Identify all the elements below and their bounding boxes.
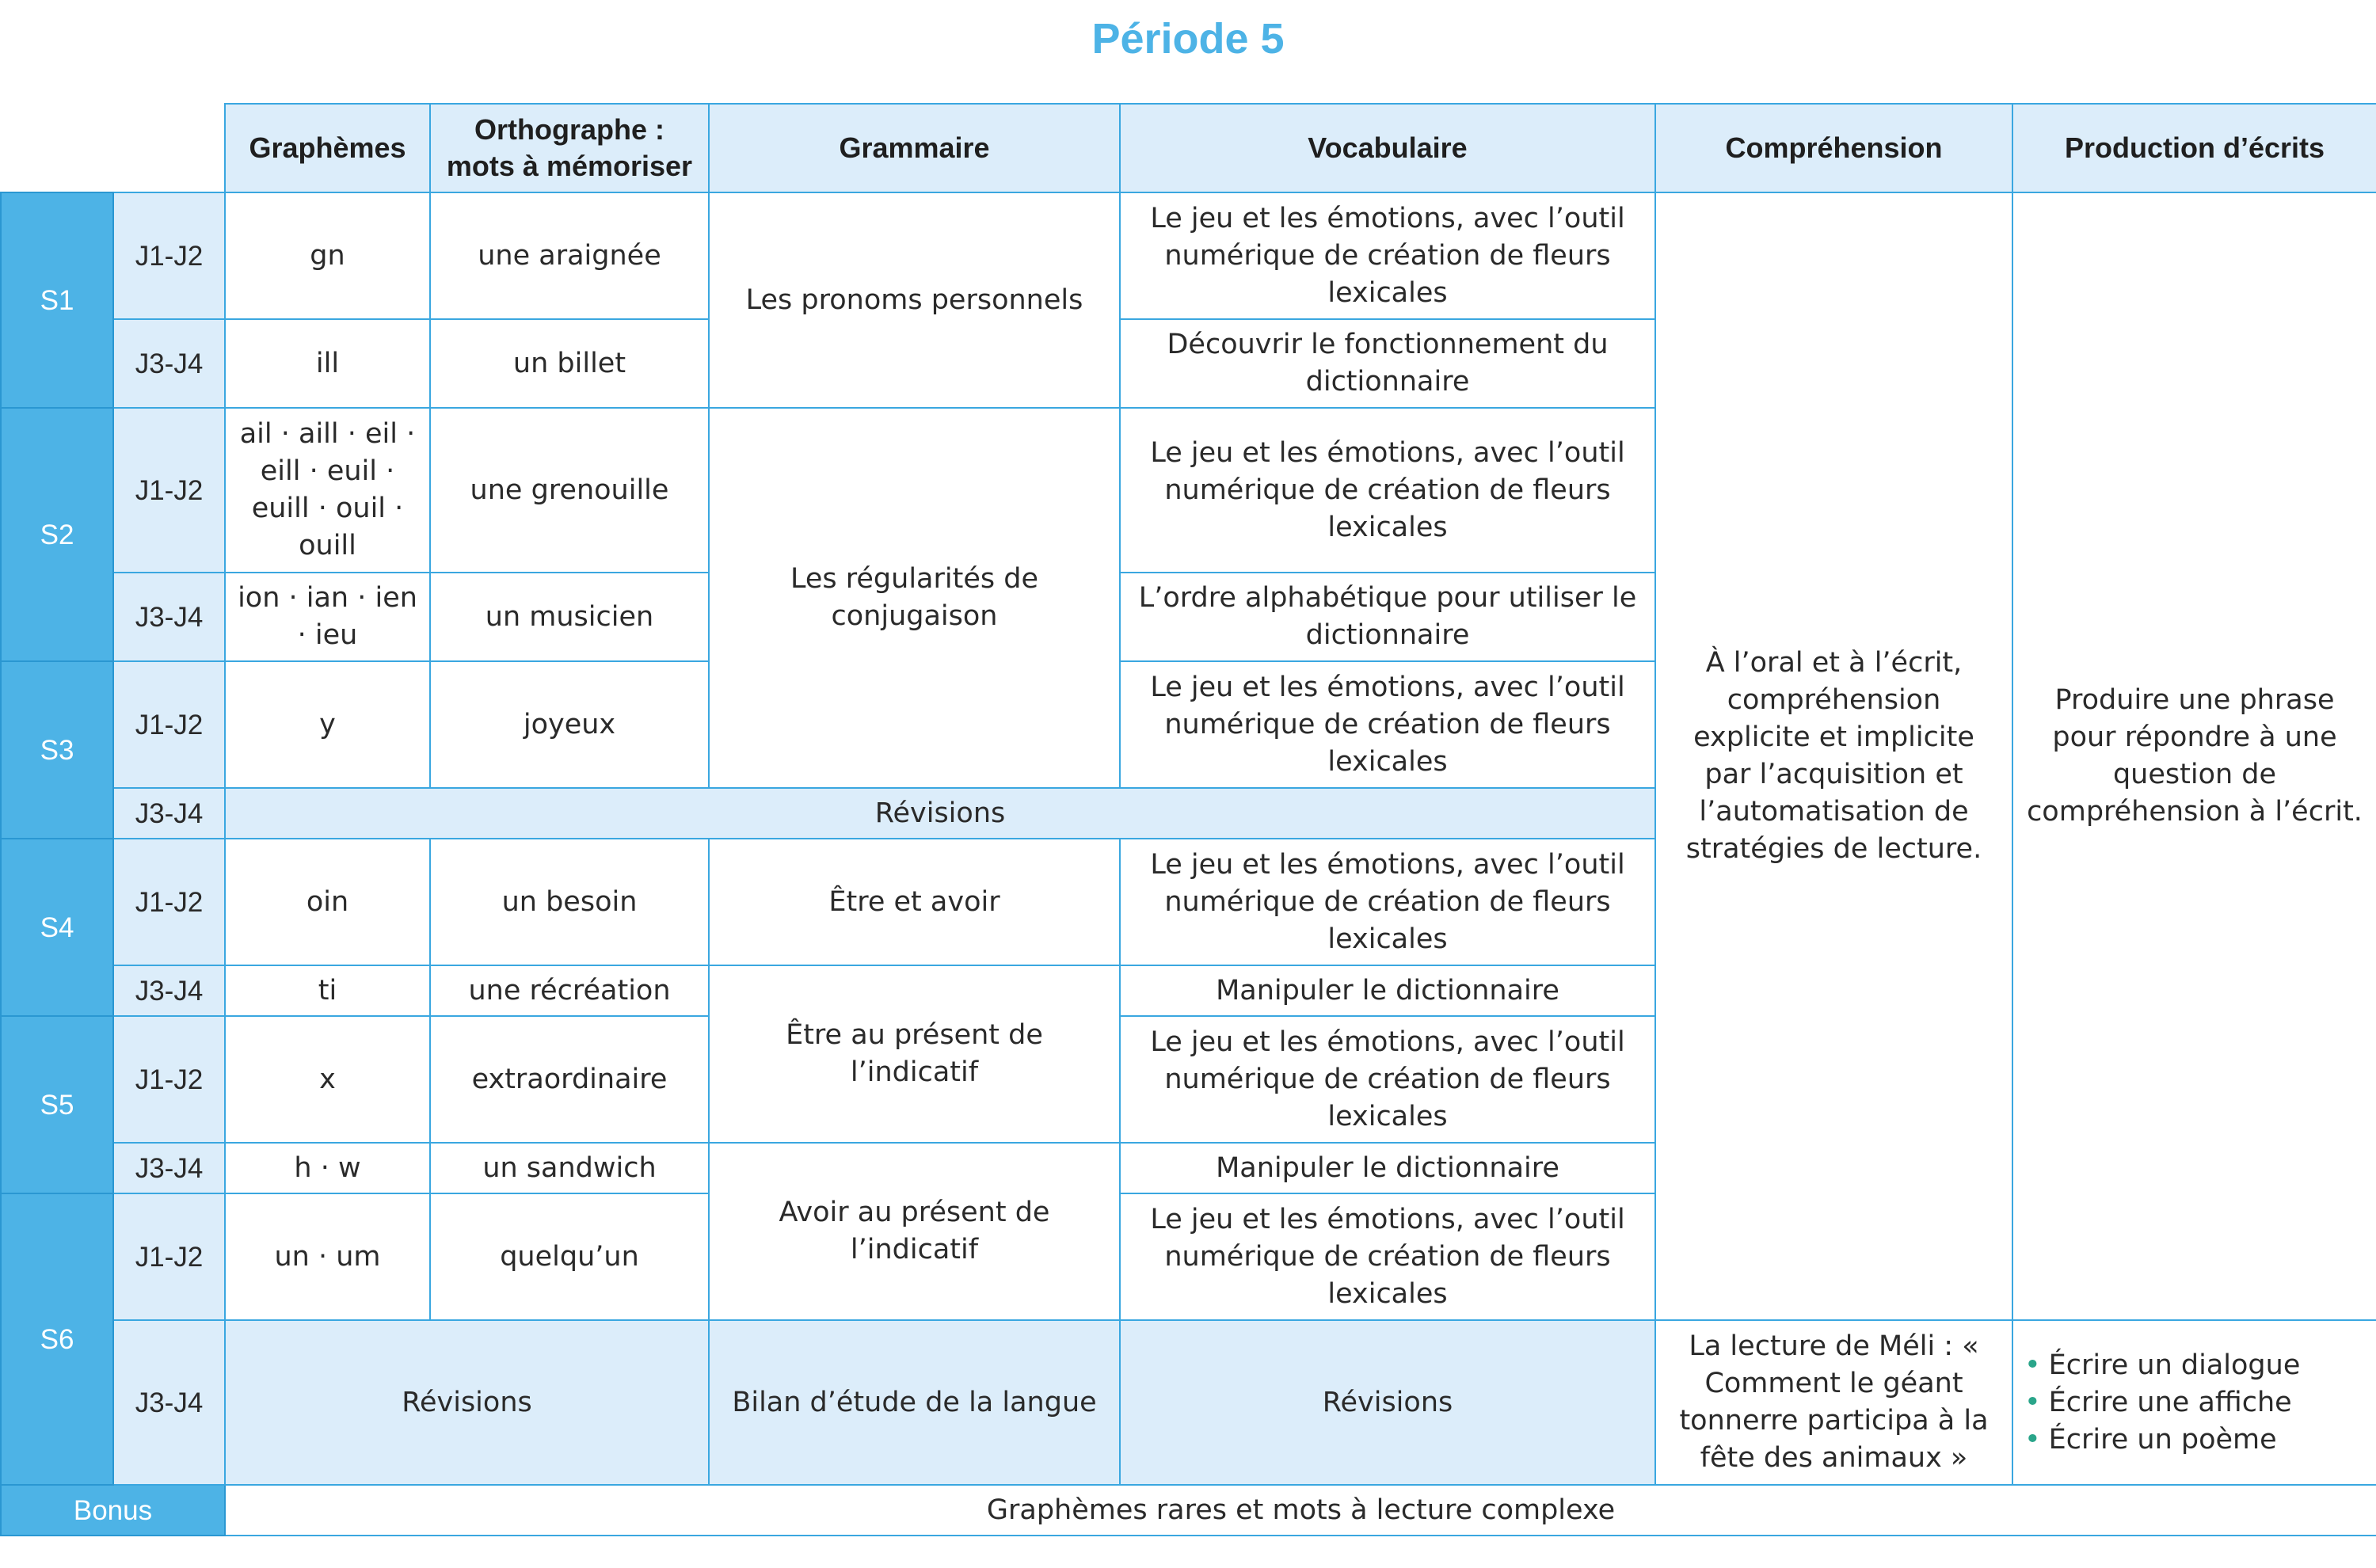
day-range: J3-J4 (113, 788, 225, 839)
grapheme-cell: gn (225, 192, 430, 319)
vocab-cell: L’ordre alphabétique pour utiliser le dictionnaire (1120, 573, 1655, 661)
day-range: J3-J4 (113, 573, 225, 661)
week-label-s3: S3 (1, 661, 113, 839)
s6-comprehension-cell: La lecture de Méli : « Comment le géant tonnerre participa à la fête des animaux » (1655, 1320, 2012, 1485)
day-range: J1-J2 (113, 192, 225, 319)
revisions-cell: Révisions (225, 788, 1655, 839)
word-cell: extraordinaire (430, 1016, 709, 1143)
word-cell: une araignée (430, 192, 709, 319)
word-cell: quelqu’un (430, 1193, 709, 1320)
vocab-cell: Manipuler le dictionnaire (1120, 965, 1655, 1016)
comprehension-main: À l’oral et à l’écrit, compréhension explicite et implicite par l’acquisition et l’automatisation de stratégies de lecture. (1655, 192, 2012, 1320)
header-production: Production d’écrits (2012, 104, 2376, 192)
vocab-cell: Le jeu et les émotions, avec l’outil numérique de création de fleurs lexicales (1120, 661, 1655, 788)
grapheme-cell: ti (225, 965, 430, 1016)
week-label-s2: S2 (1, 408, 113, 661)
header-vocabulaire: Vocabulaire (1120, 104, 1655, 192)
grapheme-cell: ion · ian · ien · ieu (225, 573, 430, 661)
vocab-cell: Manipuler le dictionnaire (1120, 1143, 1655, 1193)
grapheme-cell: oin (225, 839, 430, 965)
s6-production-cell (2012, 1320, 2376, 1485)
day-range: J1-J2 (113, 839, 225, 965)
bonus-label: Bonus (1, 1485, 225, 1536)
list-item: • Écrire un poème (2024, 1421, 2365, 1459)
table-row (1, 192, 2376, 319)
schedule-table (0, 103, 2376, 1536)
s6-bilan-cell: Bilan d’étude de la langue (709, 1320, 1120, 1485)
week-label-s1: S1 (1, 192, 113, 408)
production-main: Produire une phrase pour répondre à une question de compréhension à l’écrit. (2012, 192, 2376, 1320)
day-range: J3-J4 (113, 319, 225, 408)
table-row (1, 1320, 2376, 1485)
word-cell: un billet (430, 319, 709, 408)
header-graphemes: Graphèmes (225, 104, 430, 192)
grapheme-cell: un · um (225, 1193, 430, 1320)
week-label-s5: S5 (1, 1016, 113, 1193)
header-orthographe: Orthographe : mots à mémoriser (430, 104, 709, 192)
vocab-cell: Le jeu et les émotions, avec l’outil numérique de création de fleurs lexicales (1120, 408, 1655, 573)
s6-revisions-vocab: Révisions (1120, 1320, 1655, 1485)
grapheme-cell: x (225, 1016, 430, 1143)
vocab-cell: Découvrir le fonctionnement du dictionnaire (1120, 319, 1655, 408)
bonus-text: Graphèmes rares et mots à lecture complexe (225, 1485, 2376, 1536)
vocab-cell: Le jeu et les émotions, avec l’outil numérique de création de fleurs lexicales (1120, 1193, 1655, 1320)
grammaire-cell-s5-s6: Avoir au présent de l’indicatif (709, 1143, 1120, 1320)
day-range: J3-J4 (113, 1320, 225, 1485)
word-cell: un besoin (430, 839, 709, 965)
bonus-row (1, 1485, 2376, 1536)
word-cell: un sandwich (430, 1143, 709, 1193)
vocab-cell: Le jeu et les émotions, avec l’outil numérique de création de fleurs lexicales (1120, 839, 1655, 965)
day-range: J1-J2 (113, 661, 225, 788)
week-label-s4: S4 (1, 839, 113, 1016)
grapheme-cell: ill (225, 319, 430, 408)
vocab-cell: Le jeu et les émotions, avec l’outil numérique de création de fleurs lexicales (1120, 1016, 1655, 1143)
header-comprehension: Compréhension (1655, 104, 2012, 192)
word-cell: un musicien (430, 573, 709, 661)
header-grammaire: Grammaire (709, 104, 1120, 192)
day-range: J1-J2 (113, 1193, 225, 1320)
page-title: Période 5 (1091, 15, 1285, 63)
day-range: J3-J4 (113, 1143, 225, 1193)
grapheme-cell: y (225, 661, 430, 788)
word-cell: joyeux (430, 661, 709, 788)
grammaire-cell-s2-s3: Les régularités de conjugaison (709, 408, 1120, 788)
header-blank (1, 104, 225, 192)
production-list (2024, 1347, 2365, 1459)
day-range: J1-J2 (113, 408, 225, 573)
header-row (1, 104, 2376, 192)
word-cell: une récréation (430, 965, 709, 1016)
grapheme-cell: ail · aill · eil · eill · euil · euill · ouil · ouill (225, 408, 430, 573)
vocab-cell: Le jeu et les émotions, avec l’outil numérique de création de fleurs lexicales (1120, 192, 1655, 319)
list-item: • Écrire une affiche (2024, 1384, 2365, 1421)
grapheme-cell: h · w (225, 1143, 430, 1193)
day-range: J1-J2 (113, 1016, 225, 1143)
day-range: J3-J4 (113, 965, 225, 1016)
list-item: • Écrire un dialogue (2024, 1347, 2365, 1384)
week-label-s6: S6 (1, 1193, 113, 1485)
grammaire-cell-s4-s5: Être au présent de l’indicatif (709, 965, 1120, 1143)
grammaire-cell-s1: Les pronoms personnels (709, 192, 1120, 408)
grammaire-cell-s4: Être et avoir (709, 839, 1120, 965)
s6-revisions-graph-ortho: Révisions (225, 1320, 709, 1485)
word-cell: une grenouille (430, 408, 709, 573)
